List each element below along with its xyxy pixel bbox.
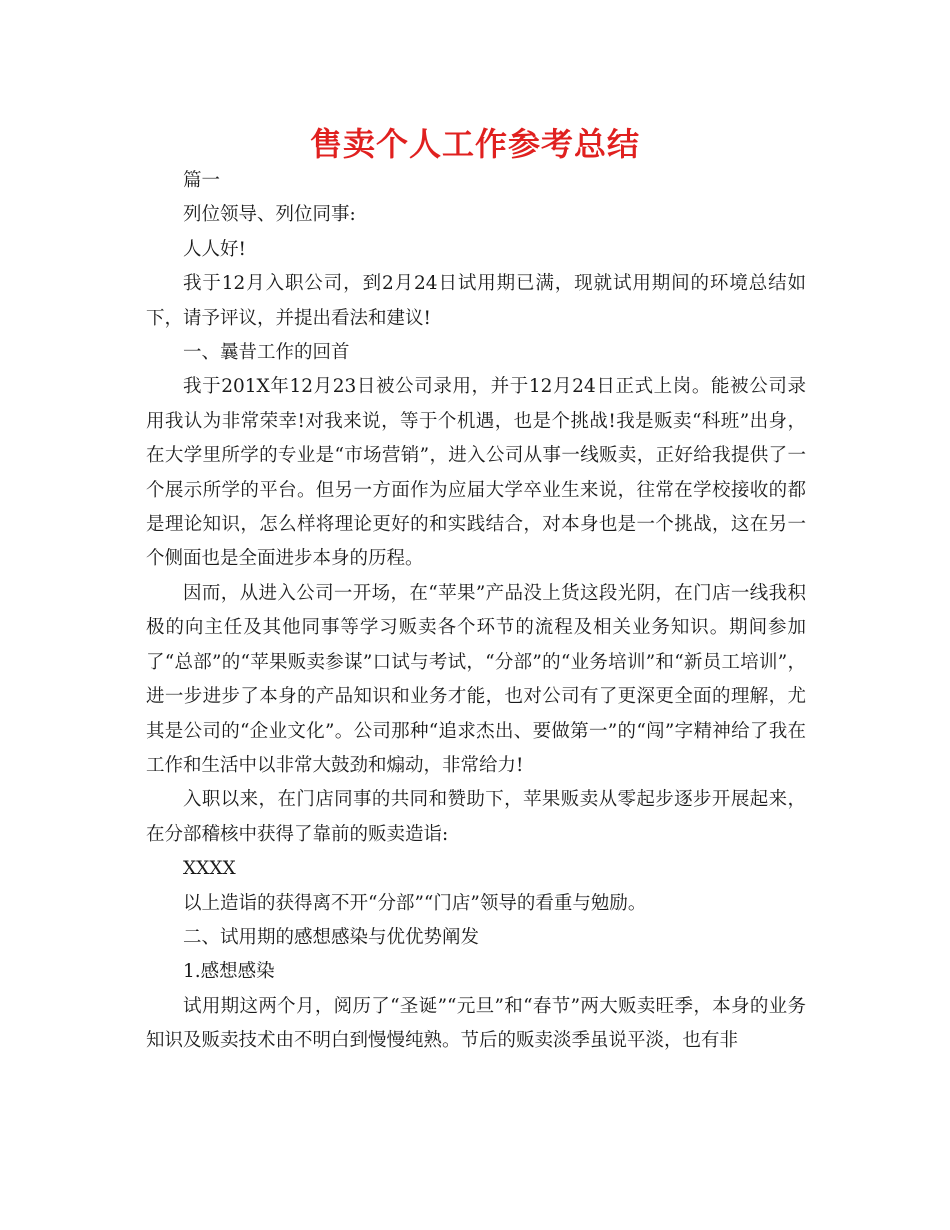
paragraph: 一、曩昔工作的回首 xyxy=(183,342,350,364)
paragraph: 列位领导、列位同事: xyxy=(183,204,356,226)
paragraph: 1.感想感染 xyxy=(183,961,275,983)
paragraph: 我于12月入职公司，到2月24日试用期已满，现就试用期间的环境总结如下，请予评议，并提出看法和建议! xyxy=(146,273,806,329)
paragraph: 篇一 xyxy=(183,170,221,191)
paragraph: 二、试用期的感想感染与优优势阐发 xyxy=(183,926,480,948)
paragraph: XXXX xyxy=(183,858,236,880)
paragraph: 我于201X年12月23日被公司录用，并于12月24日正式上岗。能被公司录用我认为非常荣幸!对我来说，等于个机遇，也是个挑战!我是贩卖“科班”出身，在大学里所学的专业是“市场营销”，进入公司从事一线贩卖，正好给我提供了一个展示所学的平台。但另一方面作为应届大学卒业生来说，往常在学校接收的都是理论知识，怎么样将理论更好的和实践结合，对本身也是一个挑战，这在另一个侧面也是全面进步本身的历程。 xyxy=(146,376,806,570)
paragraph: 试用期这两个月，阅历了“圣诞”“元旦”和“春节”两大贩卖旺季，本身的业务知识及贩卖技术由不明白到慢慢纯熟。节后的贩卖淡季虽说平淡，也有非 xyxy=(146,995,806,1052)
document-title: 售卖个人工作参考总结 xyxy=(309,125,640,163)
paragraph: 入职以来，在门店同事的共同和赞助下，苹果贩卖从零起步逐步开展起来，在分部稽核中获得了靠前的贩卖造诣: xyxy=(146,789,806,845)
paragraph: 因而，从进入公司一开场，在“苹果”产品没上货这段光阴，在门店一线我积极的向主任及其他同事等学习贩卖各个环节的流程及相关业务知识。期间参加了“总部”的“苹果贩卖参谋”口试与考试，“分部”的“业务培训”和“新员工培训”，进一步进步了本身的产品知识和业务才能，也对公司有了更深更全面的理解，尤其是公司的“企业文化”。公司那种“追求杰出、要做第一”的“闯”字精神给了我在工作和生活中以非常大鼓劲和煽动，非常给力! xyxy=(146,582,806,776)
document-body xyxy=(146,164,806,1059)
paragraph: 以上造诣的获得离不开“分部”“门店”领导的看重与勉励。 xyxy=(183,892,647,914)
paragraph: 人人好! xyxy=(183,238,246,260)
